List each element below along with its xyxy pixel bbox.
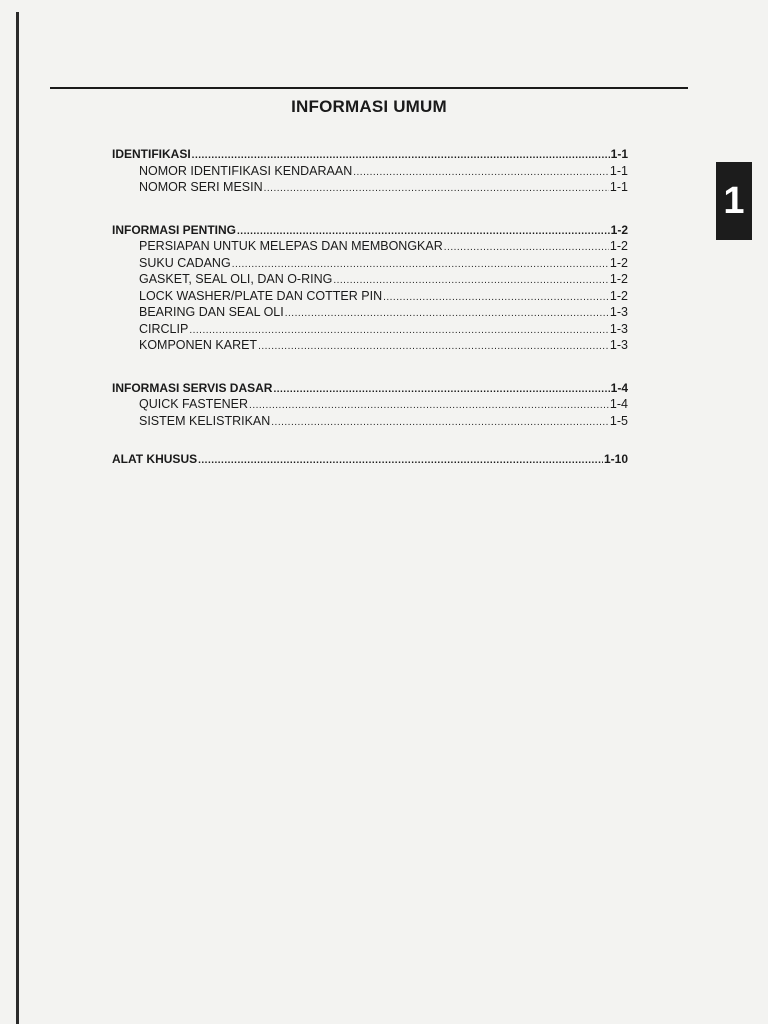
toc-entry-page: 1-2	[609, 288, 628, 303]
toc-entry-page: 1-3	[609, 321, 628, 336]
toc-entry-page: 1-10	[603, 452, 628, 466]
toc-entry-label: INFORMASI SERVIS DASAR	[112, 380, 273, 395]
toc-entry[interactable]	[112, 396, 628, 413]
toc-entry[interactable]	[112, 238, 628, 255]
table-of-contents	[112, 146, 628, 494]
toc-entry-page: 1-3	[609, 338, 628, 352]
toc-entry[interactable]	[112, 380, 628, 397]
toc-section-identifikasi	[112, 146, 628, 196]
page-title: INFORMASI UMUM	[291, 97, 447, 116]
toc-entry-page: 1-2	[609, 255, 628, 270]
toc-leader	[383, 290, 609, 307]
toc-entry-label: LOCK WASHER/PLATE DAN COTTER PIN	[139, 288, 383, 303]
toc-entry[interactable]	[112, 146, 628, 163]
toc-entry-label: QUICK FASTENER	[139, 397, 249, 411]
toc-leader	[198, 453, 603, 470]
toc-entry-label: PERSIAPAN UNTUK MELEPAS DAN MEMBONGKAR	[139, 239, 443, 253]
header-rule	[50, 87, 688, 89]
toc-entry-page: 1-2	[609, 239, 628, 253]
toc-section-alat-khusus	[112, 451, 628, 468]
toc-entry-page: 1-1	[609, 180, 628, 194]
toc-leader	[285, 306, 609, 323]
toc-entry[interactable]	[112, 163, 628, 180]
toc-entry-page: 1-5	[609, 413, 628, 428]
toc-entry-page: 1-4	[609, 397, 628, 411]
toc-entry-page: 1-4	[610, 380, 628, 395]
toc-entry[interactable]	[112, 304, 628, 321]
toc-entry-label: IDENTIFIKASI	[112, 147, 191, 161]
toc-leader	[249, 398, 609, 415]
toc-entry-label: INFORMASI PENTING	[112, 222, 237, 237]
toc-entry-label: CIRCLIP	[139, 321, 189, 336]
toc-entry-page: 1-3	[609, 305, 628, 319]
toc-entry[interactable]	[112, 179, 628, 196]
toc-entry-page: 1-1	[609, 163, 628, 178]
toc-entry[interactable]	[112, 255, 628, 272]
toc-entry-label: SUKU CADANG	[139, 255, 231, 270]
toc-leader	[353, 165, 609, 182]
toc-entry-label: ALAT KHUSUS	[112, 452, 198, 466]
toc-leader	[258, 339, 609, 356]
toc-leader	[271, 415, 609, 432]
chapter-tab[interactable]: 1	[716, 162, 752, 240]
toc-entry-label: NOMOR IDENTIFIKASI KENDARAAN	[139, 163, 353, 178]
toc-entry-label: NOMOR SERI MESIN	[139, 180, 263, 194]
toc-entry[interactable]	[112, 451, 628, 468]
toc-entry[interactable]	[112, 413, 628, 430]
toc-leader	[273, 382, 609, 399]
toc-entry-label: BEARING DAN SEAL OLI	[139, 305, 284, 319]
toc-entry-page: 1-2	[609, 272, 628, 286]
toc-entry[interactable]	[112, 321, 628, 338]
binding-edge-line	[16, 12, 19, 1024]
toc-section-informasi-servis-dasar	[112, 380, 628, 430]
toc-entry-page: 1-2	[610, 222, 628, 237]
toc-section-informasi-penting	[112, 222, 628, 354]
toc-entry[interactable]	[112, 222, 628, 239]
toc-leader	[264, 181, 609, 198]
toc-entry[interactable]	[112, 337, 628, 354]
toc-entry-label: SISTEM KELISTRIKAN	[139, 413, 271, 428]
toc-entry[interactable]	[112, 271, 628, 288]
toc-entry-page: 1-1	[610, 147, 628, 161]
toc-entry[interactable]	[112, 288, 628, 305]
toc-entry-label: KOMPONEN KARET	[139, 338, 258, 352]
toc-leader	[444, 240, 609, 257]
toc-entry-label: GASKET, SEAL OLI, DAN O-RING	[139, 272, 333, 286]
